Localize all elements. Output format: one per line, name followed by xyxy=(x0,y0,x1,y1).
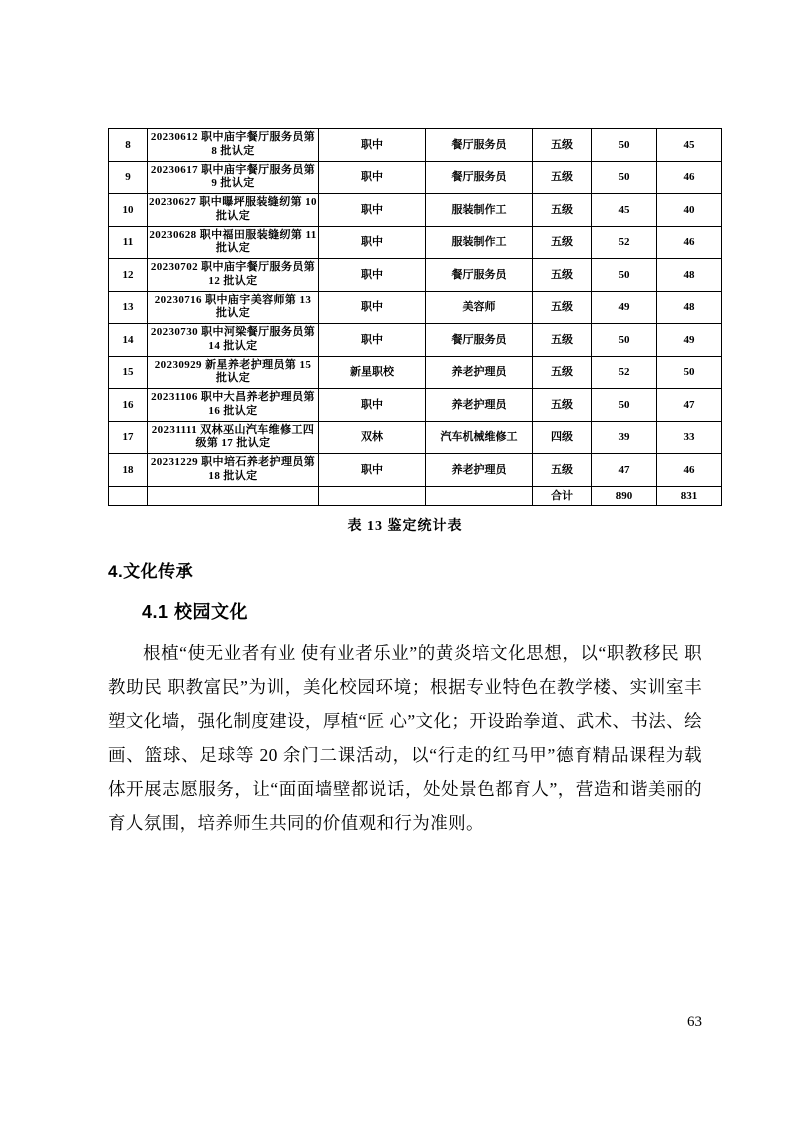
row-passed: 50 xyxy=(657,356,722,389)
row-organization: 职中 xyxy=(319,129,426,162)
row-passed: 45 xyxy=(657,129,722,162)
row-project-name: 20230730 职中河梁餐厅服务员第 14 批认定 xyxy=(148,324,319,357)
row-project-name: 20230617 职中庙宇餐厅服务员第 9 批认定 xyxy=(148,161,319,194)
row-index: 10 xyxy=(109,194,148,227)
row-passed: 33 xyxy=(657,421,722,454)
row-project-name: 20230929 新星养老护理员第 15 批认定 xyxy=(148,356,319,389)
row-passed: 48 xyxy=(657,259,722,292)
row-occupation: 服装制作工 xyxy=(426,194,533,227)
row-index: 9 xyxy=(109,161,148,194)
row-organization: 职中 xyxy=(319,389,426,422)
row-passed: 46 xyxy=(657,454,722,487)
table-row xyxy=(109,389,722,422)
row-organization: 职中 xyxy=(319,454,426,487)
row-index: 13 xyxy=(109,291,148,324)
row-occupation: 养老护理员 xyxy=(426,389,533,422)
row-passed: 48 xyxy=(657,291,722,324)
row-project-name: 20231229 职中培石养老护理员第 18 批认定 xyxy=(148,454,319,487)
row-passed: 49 xyxy=(657,324,722,357)
table-row xyxy=(109,194,722,227)
table-total-row xyxy=(109,486,722,505)
total-blank-index xyxy=(109,486,148,505)
row-project-name: 20230702 职中庙宇餐厅服务员第 12 批认定 xyxy=(148,259,319,292)
row-level: 五级 xyxy=(533,389,592,422)
row-passed: 46 xyxy=(657,161,722,194)
row-project-name: 20230628 职中福田服装缝纫第 11 批认定 xyxy=(148,226,319,259)
total-passed: 831 xyxy=(657,486,722,505)
row-level: 五级 xyxy=(533,194,592,227)
row-applied: 49 xyxy=(592,291,657,324)
table-row xyxy=(109,356,722,389)
row-index: 18 xyxy=(109,454,148,487)
row-occupation: 养老护理员 xyxy=(426,454,533,487)
row-project-name: 20231106 职中大昌养老护理员第 16 批认定 xyxy=(148,389,319,422)
row-index: 14 xyxy=(109,324,148,357)
row-applied: 39 xyxy=(592,421,657,454)
row-organization: 新星职校 xyxy=(319,356,426,389)
row-index: 17 xyxy=(109,421,148,454)
row-occupation: 汽车机械维修工 xyxy=(426,421,533,454)
row-organization: 双林 xyxy=(319,421,426,454)
table-row xyxy=(109,291,722,324)
row-organization: 职中 xyxy=(319,324,426,357)
table-body xyxy=(109,129,722,506)
row-applied: 45 xyxy=(592,194,657,227)
row-organization: 职中 xyxy=(319,226,426,259)
row-level: 五级 xyxy=(533,259,592,292)
total-blank-org xyxy=(319,486,426,505)
row-applied: 52 xyxy=(592,356,657,389)
row-occupation: 服装制作工 xyxy=(426,226,533,259)
row-applied: 47 xyxy=(592,454,657,487)
row-organization: 职中 xyxy=(319,161,426,194)
total-blank-name xyxy=(148,486,319,505)
row-organization: 职中 xyxy=(319,194,426,227)
row-applied: 50 xyxy=(592,389,657,422)
row-applied: 50 xyxy=(592,259,657,292)
table-row xyxy=(109,421,722,454)
section-heading: 4.文化传承 xyxy=(108,561,194,581)
row-organization: 职中 xyxy=(319,291,426,324)
total-applied: 890 xyxy=(592,486,657,505)
table-row xyxy=(109,324,722,357)
row-passed: 40 xyxy=(657,194,722,227)
row-level: 五级 xyxy=(533,226,592,259)
row-applied: 52 xyxy=(592,226,657,259)
row-index: 15 xyxy=(109,356,148,389)
row-level: 五级 xyxy=(533,129,592,162)
row-occupation: 餐厅服务员 xyxy=(426,161,533,194)
table-row xyxy=(109,454,722,487)
row-occupation: 餐厅服务员 xyxy=(426,324,533,357)
row-index: 8 xyxy=(109,129,148,162)
page-number: 63 xyxy=(687,1014,702,1030)
table-caption: 表 13 鉴定统计表 xyxy=(347,518,463,534)
body-paragraph: 根植“使无业者有业 使有业者乐业”的黄炎培文化思想，以“职教移民 职教助民 职教富民”为训，美化校园环境；根据专业特色在教学楼、实训室丰塑文化墙，强化制度建设，厚植“匠 心”文化；开设跆拳道、武术、书法、绘画、篮球、足球等 20 余门二课活动，以“行走的红马甲”德育精品课程为载体开展志愿服务，让“面面墙壁都说话，处处景色都育人”，营造和谐美丽的育人氛围，培养师生共同的价值观和行为准则。 xyxy=(108,642,702,834)
row-applied: 50 xyxy=(592,161,657,194)
row-project-name: 20230716 职中庙宇美容师第 13 批认定 xyxy=(148,291,319,324)
row-applied: 50 xyxy=(592,324,657,357)
row-occupation: 美容师 xyxy=(426,291,533,324)
table-row xyxy=(109,226,722,259)
row-passed: 46 xyxy=(657,226,722,259)
row-project-name: 20230612 职中庙宇餐厅服务员第 8 批认定 xyxy=(148,129,319,162)
row-index: 11 xyxy=(109,226,148,259)
row-level: 五级 xyxy=(533,161,592,194)
row-level: 五级 xyxy=(533,324,592,357)
certification-statistics-table xyxy=(108,128,722,506)
total-blank-job xyxy=(426,486,533,505)
table-row xyxy=(109,129,722,162)
row-applied: 50 xyxy=(592,129,657,162)
row-passed: 47 xyxy=(657,389,722,422)
table-row xyxy=(109,161,722,194)
subsection-heading: 4.1 校园文化 xyxy=(142,601,249,622)
row-level: 四级 xyxy=(533,421,592,454)
row-index: 12 xyxy=(109,259,148,292)
row-level: 五级 xyxy=(533,454,592,487)
row-occupation: 餐厅服务员 xyxy=(426,259,533,292)
row-organization: 职中 xyxy=(319,259,426,292)
row-project-name: 20231111 双林巫山汽车维修工四级第 17 批认定 xyxy=(148,421,319,454)
row-index: 16 xyxy=(109,389,148,422)
row-level: 五级 xyxy=(533,356,592,389)
row-project-name: 20230627 职中曝坪服装缝纫第 10 批认定 xyxy=(148,194,319,227)
total-label: 合计 xyxy=(533,486,592,505)
row-occupation: 养老护理员 xyxy=(426,356,533,389)
table-row xyxy=(109,259,722,292)
row-level: 五级 xyxy=(533,291,592,324)
row-occupation: 餐厅服务员 xyxy=(426,129,533,162)
